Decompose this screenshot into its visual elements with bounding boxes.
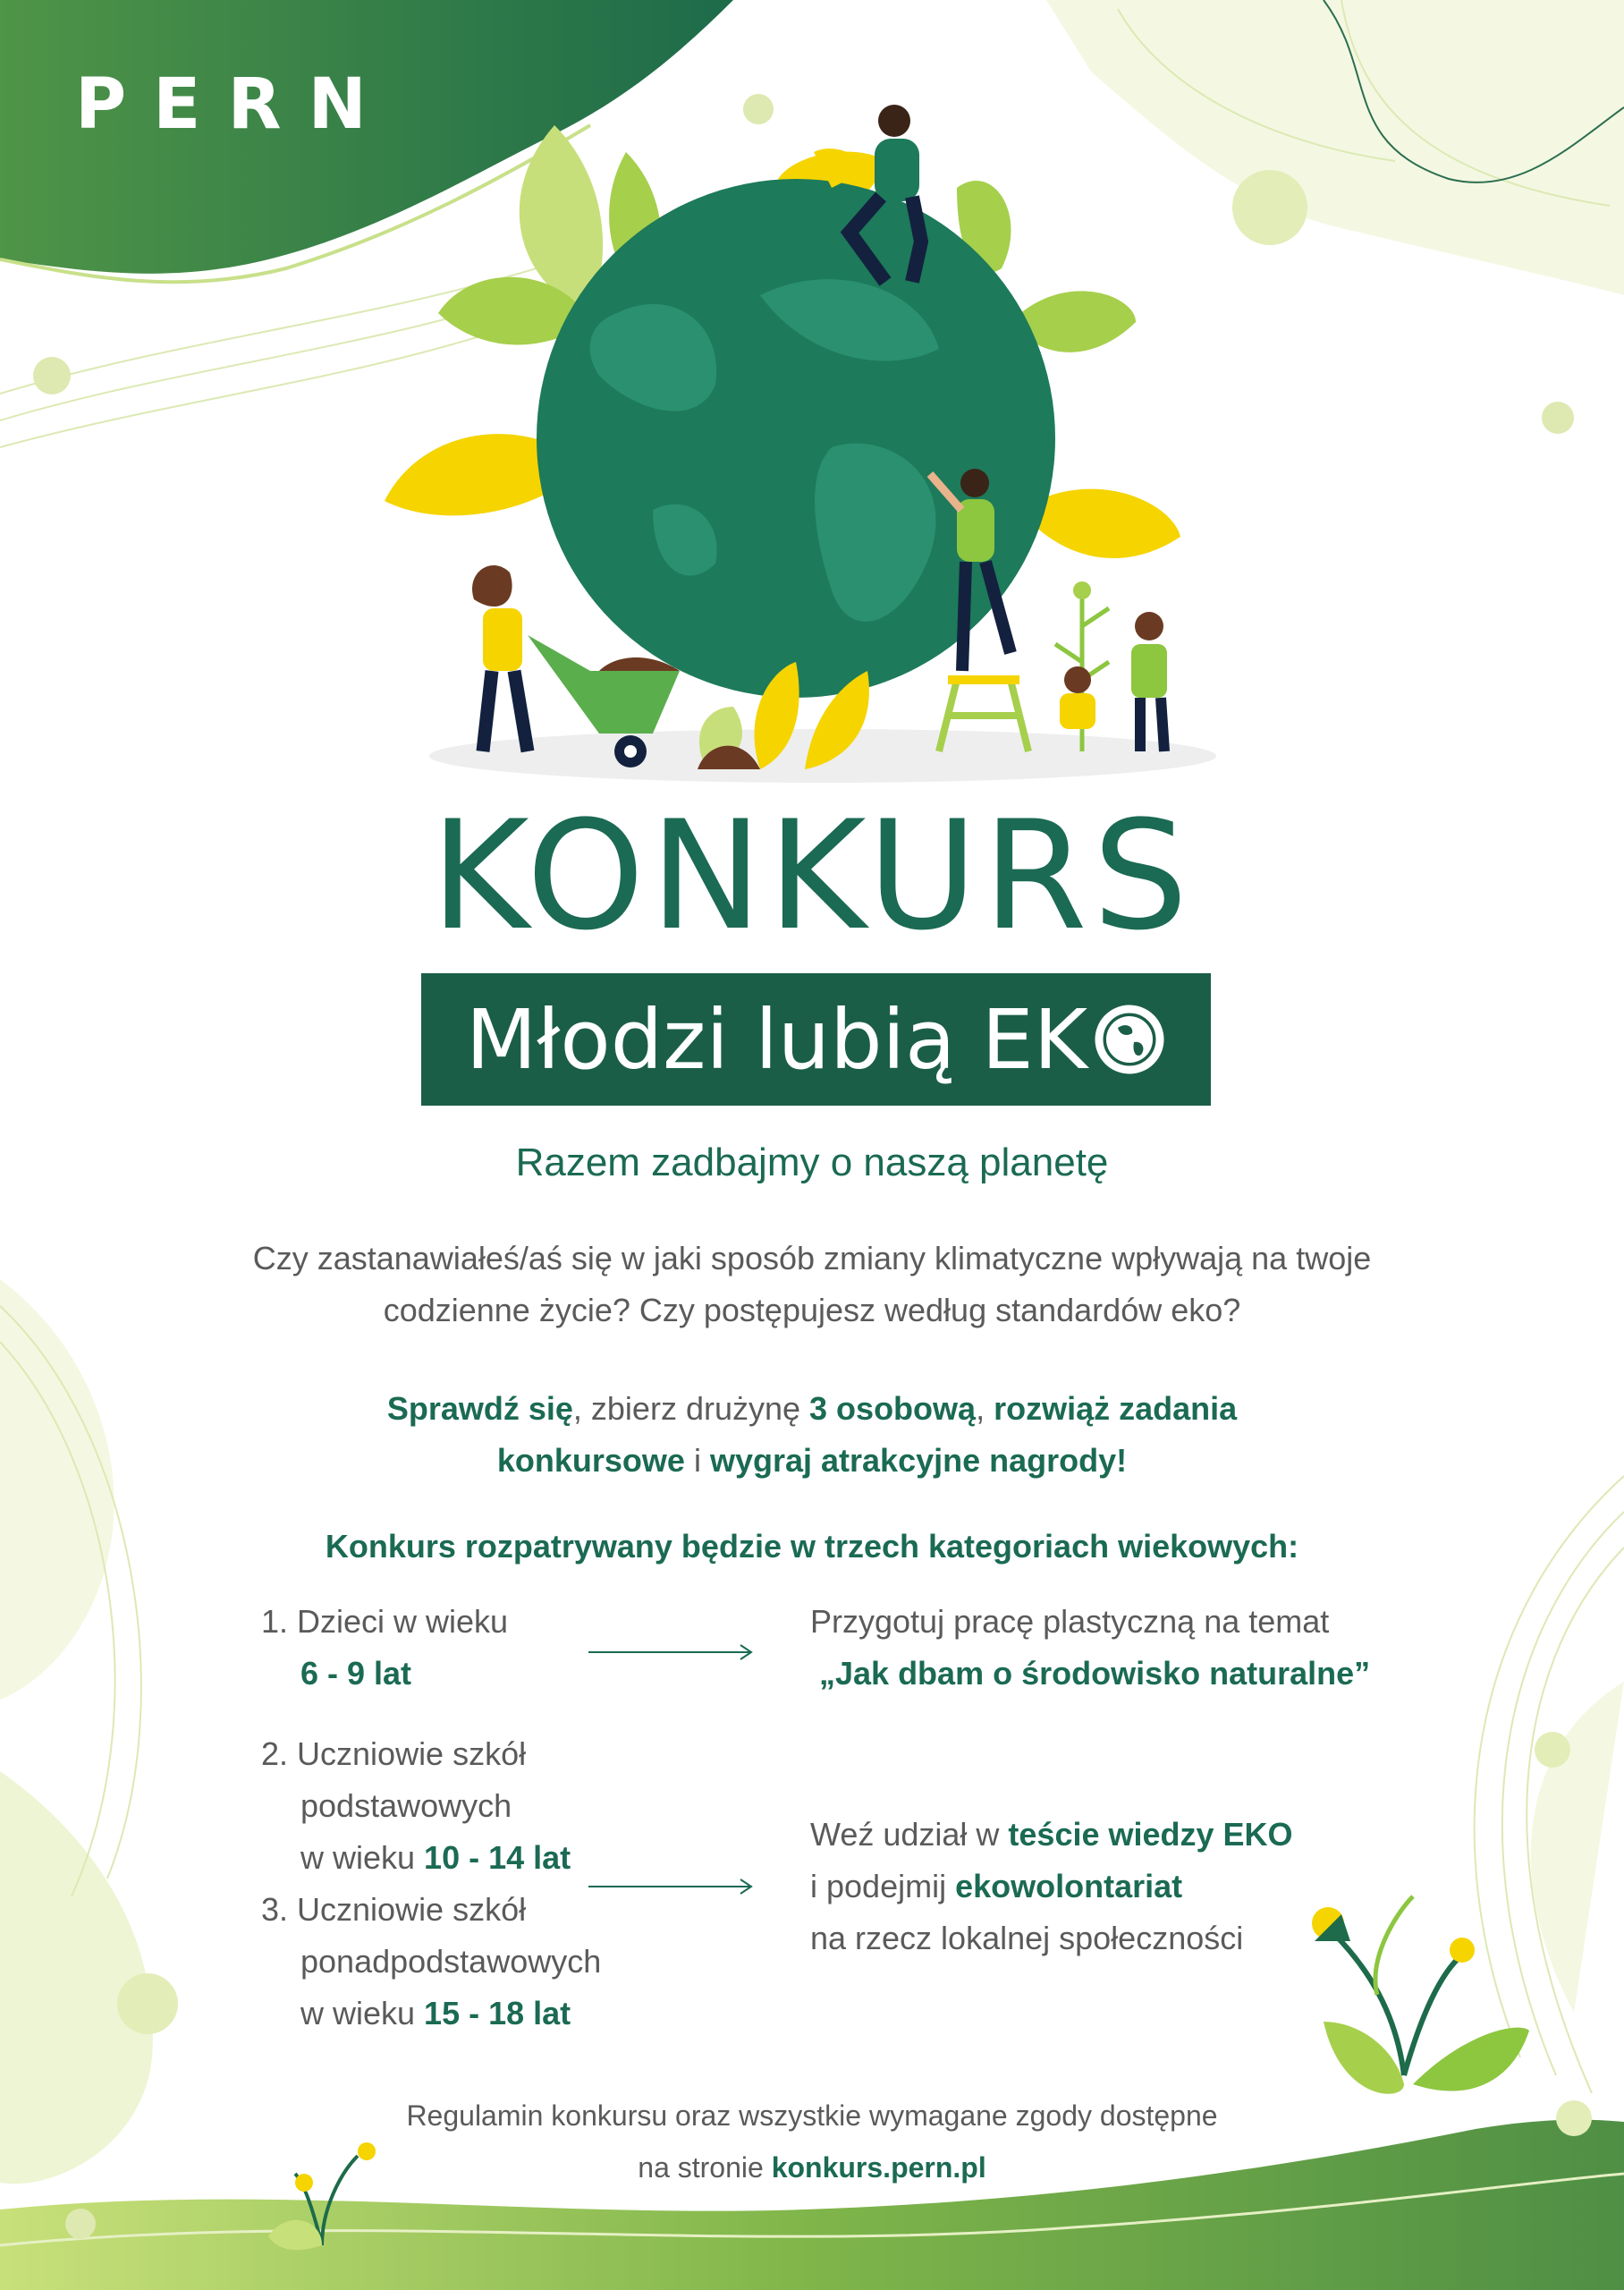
- task-line: na rzecz lokalnej społeczności: [810, 1920, 1244, 1956]
- category-2: [261, 1728, 571, 1884]
- category-label: 3. Uczniowie szkół: [261, 1891, 527, 1928]
- arrow-icon: [587, 1876, 757, 1897]
- subtitle-text: Młodzi lubią EK: [465, 991, 1088, 1088]
- bottom-right-plant: [1312, 1896, 1529, 2094]
- poster-title: KONKURS: [430, 788, 1194, 963]
- globe-icon: [1093, 1003, 1166, 1076]
- cta-part: konkursowe: [496, 1442, 685, 1479]
- task-line: i podejmij: [810, 1868, 956, 1904]
- cta-part: wygraj atrakcyjne nagrody!: [709, 1442, 1128, 1479]
- arrow-icon: [587, 1641, 757, 1663]
- globe: [537, 179, 1055, 698]
- category-3: [261, 1884, 601, 2040]
- category-label: ponadpodstawowych: [300, 1943, 602, 1980]
- intro-paragraph: [179, 1233, 1445, 1336]
- category-age: 6 - 9 lat: [300, 1655, 412, 1692]
- category-age-prefix: w wieku: [300, 1995, 425, 2031]
- category-label: 1. Dzieci w wieku: [261, 1603, 509, 1640]
- cta-part: rozwiąż zadania: [994, 1390, 1238, 1427]
- cta-part: , zbierz drużynę: [572, 1390, 810, 1427]
- cta-part: Sprawdź się: [386, 1390, 573, 1427]
- cta-part: 3 osobową: [809, 1390, 977, 1427]
- task-highlight: teście wiedzy EKO: [1008, 1816, 1293, 1853]
- tagline: Razem zadbajmy o naszą planetę: [515, 1141, 1109, 1184]
- earth-illustration: [385, 89, 1261, 796]
- task-theme: „Jak dbam o środowisko naturalne”: [819, 1655, 1371, 1692]
- category-age: 10 - 14 lat: [424, 1839, 571, 1876]
- category-label: podstawowych: [300, 1787, 512, 1824]
- left-mid-pale-shape: [0, 1279, 114, 1700]
- footer-note: [0, 2090, 1624, 2193]
- task-2: [810, 1809, 1293, 1964]
- cta-part: i: [684, 1442, 710, 1479]
- subtitle-banner: [421, 973, 1211, 1106]
- call-to-action: [179, 1383, 1445, 1487]
- intro-line: Czy zastanawiałeś/aś się w jaki sposób zmiany klimatyczne wpływają na twoje: [252, 1240, 1372, 1276]
- intro-line: codzienne życie? Czy postępujesz według standardów eko?: [383, 1292, 1241, 1328]
- category-label: 2. Uczniowie szkół: [261, 1735, 527, 1772]
- footer-prefix: na stronie: [638, 2151, 772, 2184]
- task-1: [810, 1596, 1370, 1700]
- pern-logo: PERN: [75, 64, 393, 145]
- task-line: Przygotuj pracę plastyczną na temat: [810, 1603, 1330, 1640]
- task-line: Weź udział w: [810, 1816, 1009, 1853]
- cta-part: ,: [976, 1390, 994, 1427]
- footer-line: Regulamin konkursu oraz wszystkie wymagane zgody dostępne: [406, 2099, 1218, 2132]
- category-age-prefix: w wieku: [300, 1839, 425, 1876]
- categories-header: Konkurs rozpatrywany będzie w trzech kategoriach wiekowych:: [325, 1528, 1299, 1565]
- task-highlight: ekowolontariat: [955, 1868, 1183, 1904]
- category-age: 15 - 18 lat: [424, 1995, 571, 2031]
- category-1: [261, 1596, 508, 1700]
- website-link[interactable]: konkurs.pern.pl: [771, 2151, 986, 2184]
